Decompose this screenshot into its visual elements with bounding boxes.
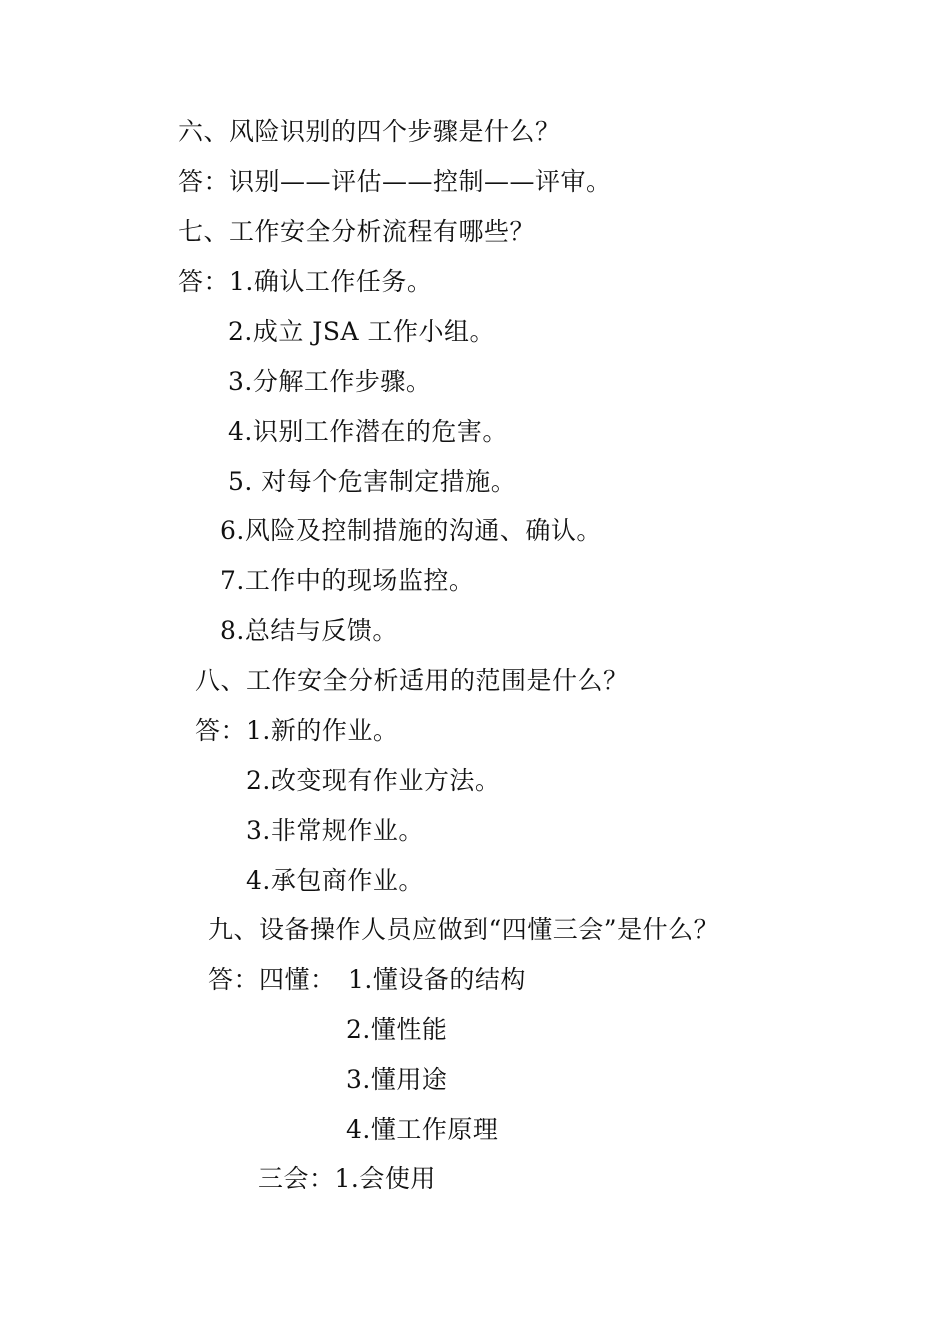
answer-9-understand-item-3: 3.懂用途 <box>346 1065 448 1094</box>
answer-8-item-4: 4.承包商作业。 <box>246 866 424 895</box>
answer-7-item-1: 答：1.确认工作任务。 <box>178 267 433 296</box>
answer-7-item-3: 3.分解工作步骤。 <box>228 367 432 396</box>
answer-8-item-1: 答：1.新的作业。 <box>195 716 399 745</box>
answer-9-four-understand-label: 答：四懂： <box>208 965 336 994</box>
answer-9-understand-item-1: 1.懂设备的结构 <box>348 965 526 994</box>
answer-7-item-2: 2.成立 JSA 工作小组。 <box>228 317 495 346</box>
question-6: 六、风险识别的四个步骤是什么？ <box>178 117 561 146</box>
answer-8-item-3: 3.非常规作业。 <box>246 816 424 845</box>
answer-9-three-can-item-1: 三会：1.会使用 <box>258 1164 436 1193</box>
question-7: 七、工作安全分析流程有哪些？ <box>178 217 536 246</box>
answer-7-item-4: 4.识别工作潜在的危害。 <box>228 417 508 446</box>
answer-9-understand-item-4: 4.懂工作原理 <box>346 1115 499 1144</box>
answer-6: 答：识别——评估——控制——评审。 <box>178 167 612 196</box>
answer-7-item-8: 8.总结与反馈。 <box>220 616 398 645</box>
answer-7-item-7: 7.工作中的现场监控。 <box>220 566 475 595</box>
answer-7-item-5: 5. 对每个危害制定措施。 <box>228 467 517 496</box>
answer-9-understand-item-2: 2.懂性能 <box>346 1015 448 1044</box>
answer-8-item-2: 2.改变现有作业方法。 <box>246 766 501 795</box>
question-9: 九、设备操作人员应做到“四懂三会”是什么？ <box>208 915 720 944</box>
answer-7-item-6: 6.风险及控制措施的沟通、确认。 <box>220 516 602 545</box>
question-8: 八、工作安全分析适用的范围是什么？ <box>195 666 629 695</box>
